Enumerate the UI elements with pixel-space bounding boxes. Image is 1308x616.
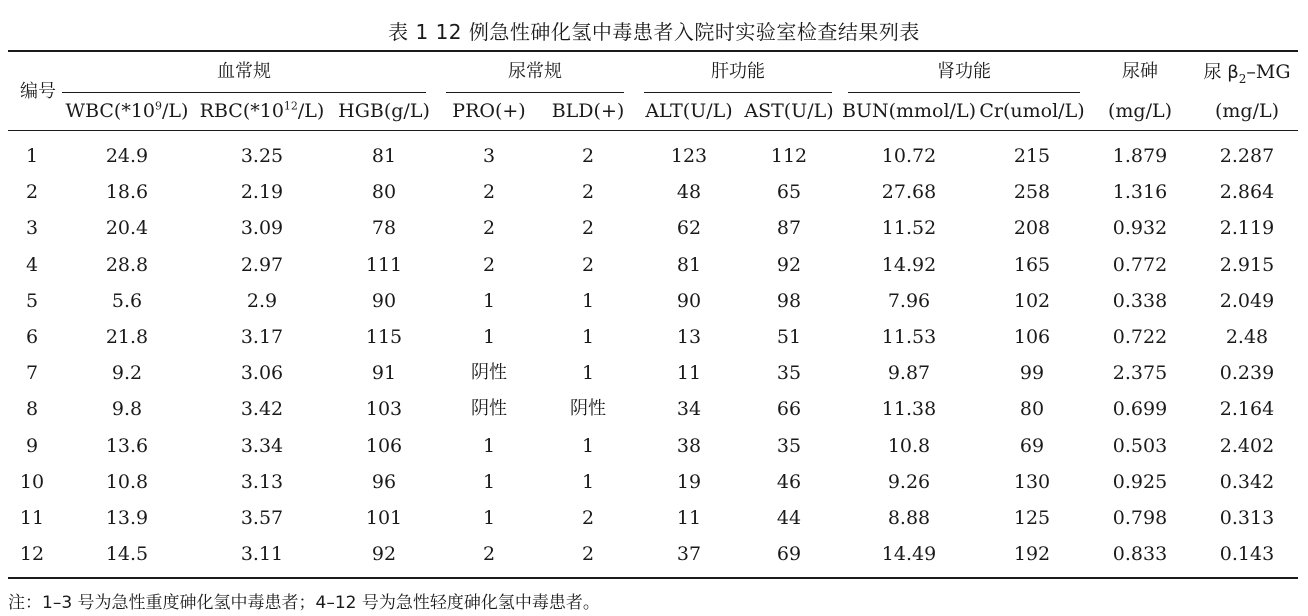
cell-bun: 9.26 — [887, 470, 931, 493]
cell-bun: 10.72 — [881, 145, 937, 167]
cell-wbc: 18.6 — [105, 181, 149, 204]
cell-bld: 1 — [581, 326, 595, 348]
header-cr: Cr(umol/L) — [979, 100, 1085, 122]
cell-cr: 215 — [1013, 145, 1051, 167]
cell-pro: 2 — [482, 543, 496, 566]
cell-urine-b2mg: 2.287 — [1219, 145, 1275, 167]
cell-wbc: 13.6 — [105, 434, 149, 457]
bottom-rule — [8, 577, 1298, 579]
cell-wbc: 5.6 — [111, 289, 143, 312]
cell-alt: 34 — [676, 398, 702, 421]
cell-wbc: 20.4 — [105, 217, 149, 240]
cell-rbc: 3.06 — [240, 362, 284, 385]
cell-id: 5 — [25, 289, 39, 312]
header-urine-b2mg — [1204, 61, 1291, 84]
cell-hgb: 103 — [365, 398, 403, 421]
cell-rbc: 3.17 — [240, 326, 284, 348]
header-wbc — [66, 100, 189, 122]
cell-hgb: 81 — [371, 145, 397, 167]
cell-alt: 11 — [676, 362, 702, 385]
cell-ast: 112 — [770, 145, 808, 167]
header-id: 编号 — [20, 81, 56, 102]
cell-cr: 125 — [1013, 507, 1051, 529]
cell-hgb: 78 — [371, 217, 397, 240]
cell-hgb: 92 — [371, 543, 397, 566]
header-urine: 尿常规 — [508, 61, 562, 82]
top-rule — [8, 50, 1298, 52]
header-pro: PRO(+) — [452, 100, 526, 122]
cell-bun: 14.49 — [881, 543, 937, 566]
cell-id: 4 — [25, 253, 39, 276]
header-bun: BUN(mmol/L) — [842, 100, 976, 122]
cell-alt: 11 — [676, 507, 702, 529]
cell-wbc: 14.5 — [105, 543, 149, 566]
cell-bld: 2 — [581, 217, 595, 240]
cell-urine-b2mg: 2.915 — [1219, 253, 1275, 276]
cell-urine-arsenic: 0.932 — [1112, 217, 1168, 240]
cell-urine-b2mg: 2.402 — [1219, 434, 1275, 457]
cell-hgb: 115 — [365, 326, 403, 348]
cell-bld: 阴性 — [570, 398, 606, 420]
header-hgb: HGB(g/L) — [338, 100, 430, 122]
cell-cr: 69 — [1019, 434, 1045, 457]
cell-hgb: 111 — [365, 253, 403, 276]
cell-bld: 2 — [581, 543, 595, 566]
cell-ast: 51 — [776, 326, 802, 348]
cell-rbc: 3.13 — [240, 470, 284, 493]
header-alt: ALT(U/L) — [645, 100, 733, 122]
cell-rbc: 3.25 — [240, 145, 284, 167]
cell-ast: 92 — [776, 253, 802, 276]
cell-id: 12 — [19, 543, 45, 566]
header-urine-b2mg-unit: (mg/L) — [1214, 100, 1280, 122]
cell-rbc: 2.9 — [246, 289, 278, 312]
header-rbc-pre: RBC(*10 — [199, 100, 284, 122]
cell-pro: 1 — [482, 507, 496, 529]
cell-hgb: 90 — [371, 289, 397, 312]
cell-alt: 13 — [676, 326, 702, 348]
header-urine-b2mg-sub: 2 — [1238, 71, 1247, 86]
cell-bun: 8.88 — [887, 507, 931, 529]
cell-id: 2 — [25, 181, 39, 204]
header-wbc-post: /L) — [162, 100, 189, 122]
header-rbc — [200, 100, 325, 122]
cell-alt: 123 — [670, 145, 708, 167]
header-wbc-sup: 9 — [155, 99, 163, 113]
cell-hgb: 91 — [371, 362, 397, 385]
cell-wbc: 10.8 — [105, 470, 149, 493]
cell-urine-arsenic: 0.772 — [1112, 253, 1168, 276]
cell-alt: 62 — [676, 217, 702, 240]
cell-hgb: 96 — [371, 470, 397, 493]
cell-alt: 19 — [676, 470, 702, 493]
cell-alt: 48 — [676, 181, 702, 204]
cell-alt: 81 — [676, 253, 702, 276]
cell-alt: 38 — [676, 434, 702, 457]
cell-cr: 102 — [1013, 289, 1051, 312]
header-rbc-post: /L) — [297, 100, 325, 122]
cell-id: 1 — [25, 145, 39, 167]
cell-hgb: 80 — [371, 181, 397, 204]
cell-id: 3 — [25, 217, 39, 240]
cell-cr: 80 — [1019, 398, 1045, 421]
cell-urine-arsenic: 0.699 — [1112, 398, 1168, 421]
cell-bld: 2 — [581, 181, 595, 204]
cell-wbc: 21.8 — [105, 326, 149, 348]
cell-pro: 1 — [482, 470, 496, 493]
cell-bun: 9.87 — [887, 362, 931, 385]
cell-alt: 90 — [676, 289, 702, 312]
header-blood: 血常规 — [217, 61, 271, 82]
cell-urine-b2mg: 0.239 — [1219, 362, 1275, 385]
cell-pro: 1 — [482, 434, 496, 457]
cell-urine-b2mg: 0.313 — [1219, 507, 1275, 529]
cell-urine-b2mg: 2.864 — [1219, 181, 1275, 204]
cell-pro: 3 — [482, 145, 496, 167]
cell-id: 6 — [25, 326, 39, 348]
cell-urine-arsenic: 2.375 — [1112, 362, 1168, 385]
cell-cr: 258 — [1013, 181, 1051, 204]
cell-rbc: 3.42 — [240, 398, 284, 421]
cell-bld: 2 — [581, 253, 595, 276]
header-urine-arsenic-unit: (mg/L) — [1107, 100, 1173, 122]
cell-bld: 2 — [581, 507, 595, 529]
cell-cr: 165 — [1013, 253, 1051, 276]
cell-urine-b2mg: 2.119 — [1219, 217, 1275, 240]
cell-bun: 27.68 — [881, 181, 937, 204]
cell-bun: 7.96 — [887, 289, 931, 312]
header-ast: AST(U/L) — [744, 100, 834, 122]
cell-bld: 1 — [581, 289, 595, 312]
cell-hgb: 106 — [365, 434, 403, 457]
cell-urine-arsenic: 1.316 — [1112, 181, 1168, 204]
cell-cr: 106 — [1013, 326, 1051, 348]
cell-ast: 98 — [776, 289, 802, 312]
cell-id: 7 — [25, 362, 39, 385]
cell-pro: 1 — [482, 289, 496, 312]
header-rbc-sup: 12 — [283, 99, 298, 113]
cell-pro: 1 — [482, 326, 496, 348]
cell-urine-arsenic: 0.722 — [1112, 326, 1168, 348]
cell-bld: 2 — [581, 145, 595, 167]
header-bld: BLD(+) — [551, 100, 625, 122]
cell-rbc: 2.97 — [240, 253, 284, 276]
cell-urine-arsenic: 0.503 — [1112, 434, 1168, 457]
header-urine-b2mg-label: 尿 β — [1203, 62, 1239, 83]
cell-urine-arsenic: 0.833 — [1112, 543, 1168, 566]
cell-rbc: 3.09 — [240, 217, 284, 240]
cell-pro: 2 — [482, 217, 496, 240]
cell-cr: 192 — [1013, 543, 1051, 566]
header-urine-b2mg-tail: –MG — [1246, 61, 1291, 83]
cell-wbc: 13.9 — [105, 507, 149, 529]
blood-group-rule — [62, 92, 426, 93]
cell-pro: 2 — [482, 253, 496, 276]
cell-pro: 2 — [482, 181, 496, 204]
cell-ast: 35 — [776, 362, 802, 385]
liver-group-rule — [644, 92, 832, 93]
cell-rbc: 3.34 — [240, 434, 284, 457]
cell-cr: 99 — [1019, 362, 1045, 385]
cell-urine-arsenic: 0.925 — [1112, 470, 1168, 493]
cell-ast: 44 — [776, 507, 802, 529]
cell-bld: 1 — [581, 470, 595, 493]
cell-wbc: 9.2 — [111, 362, 143, 385]
cell-id: 11 — [19, 507, 45, 529]
cell-urine-b2mg: 2.164 — [1219, 398, 1275, 421]
cell-ast: 35 — [776, 434, 802, 457]
cell-urine-b2mg: 0.143 — [1219, 543, 1275, 566]
cell-ast: 87 — [776, 217, 802, 240]
cell-cr: 208 — [1013, 217, 1051, 240]
cell-hgb: 101 — [365, 507, 403, 529]
cell-wbc: 9.8 — [111, 398, 143, 421]
header-kidney: 肾功能 — [937, 61, 991, 82]
cell-ast: 69 — [776, 543, 802, 566]
cell-rbc: 3.57 — [240, 507, 284, 529]
header-rule — [8, 130, 1298, 131]
cell-pro: 阴性 — [471, 398, 507, 420]
cell-bun: 11.52 — [881, 217, 937, 240]
cell-cr: 130 — [1013, 470, 1051, 493]
cell-alt: 37 — [676, 543, 702, 566]
cell-rbc: 2.19 — [240, 181, 284, 204]
cell-urine-b2mg: 0.342 — [1219, 470, 1275, 493]
cell-ast: 66 — [776, 398, 802, 421]
cell-id: 9 — [25, 434, 39, 457]
cell-bld: 1 — [581, 362, 595, 385]
cell-urine-arsenic: 1.879 — [1112, 145, 1168, 167]
cell-id: 10 — [19, 470, 45, 493]
cell-urine-arsenic: 0.338 — [1112, 289, 1168, 312]
cell-bun: 10.8 — [887, 434, 931, 457]
cell-urine-b2mg: 2.48 — [1225, 326, 1269, 348]
cell-bld: 1 — [581, 434, 595, 457]
cell-wbc: 24.9 — [105, 145, 149, 167]
cell-wbc: 28.8 — [105, 253, 149, 276]
cell-urine-b2mg: 2.049 — [1219, 289, 1275, 312]
table-note: 注：1–3 号为急性重度砷化氢中毒患者；4–12 号为急性轻度砷化氢中毒患者。 — [8, 593, 600, 613]
cell-bun: 14.92 — [881, 253, 937, 276]
kidney-group-rule — [848, 92, 1080, 93]
header-urine-arsenic: 尿砷 — [1122, 61, 1158, 82]
cell-urine-arsenic: 0.798 — [1112, 507, 1168, 529]
cell-rbc: 3.11 — [240, 543, 284, 566]
header-wbc-pre: WBC(*10 — [65, 100, 156, 122]
cell-id: 8 — [25, 398, 39, 421]
cell-bun: 11.53 — [881, 326, 937, 348]
table-title: 表 1 12 例急性砷化氢中毒患者入院时实验室检查结果列表 — [388, 20, 920, 44]
cell-bun: 11.38 — [881, 398, 937, 421]
header-liver: 肝功能 — [711, 61, 765, 82]
cell-ast: 46 — [776, 470, 802, 493]
cell-pro: 阴性 — [471, 362, 507, 384]
cell-ast: 65 — [776, 181, 802, 204]
urine-group-rule — [446, 92, 624, 93]
